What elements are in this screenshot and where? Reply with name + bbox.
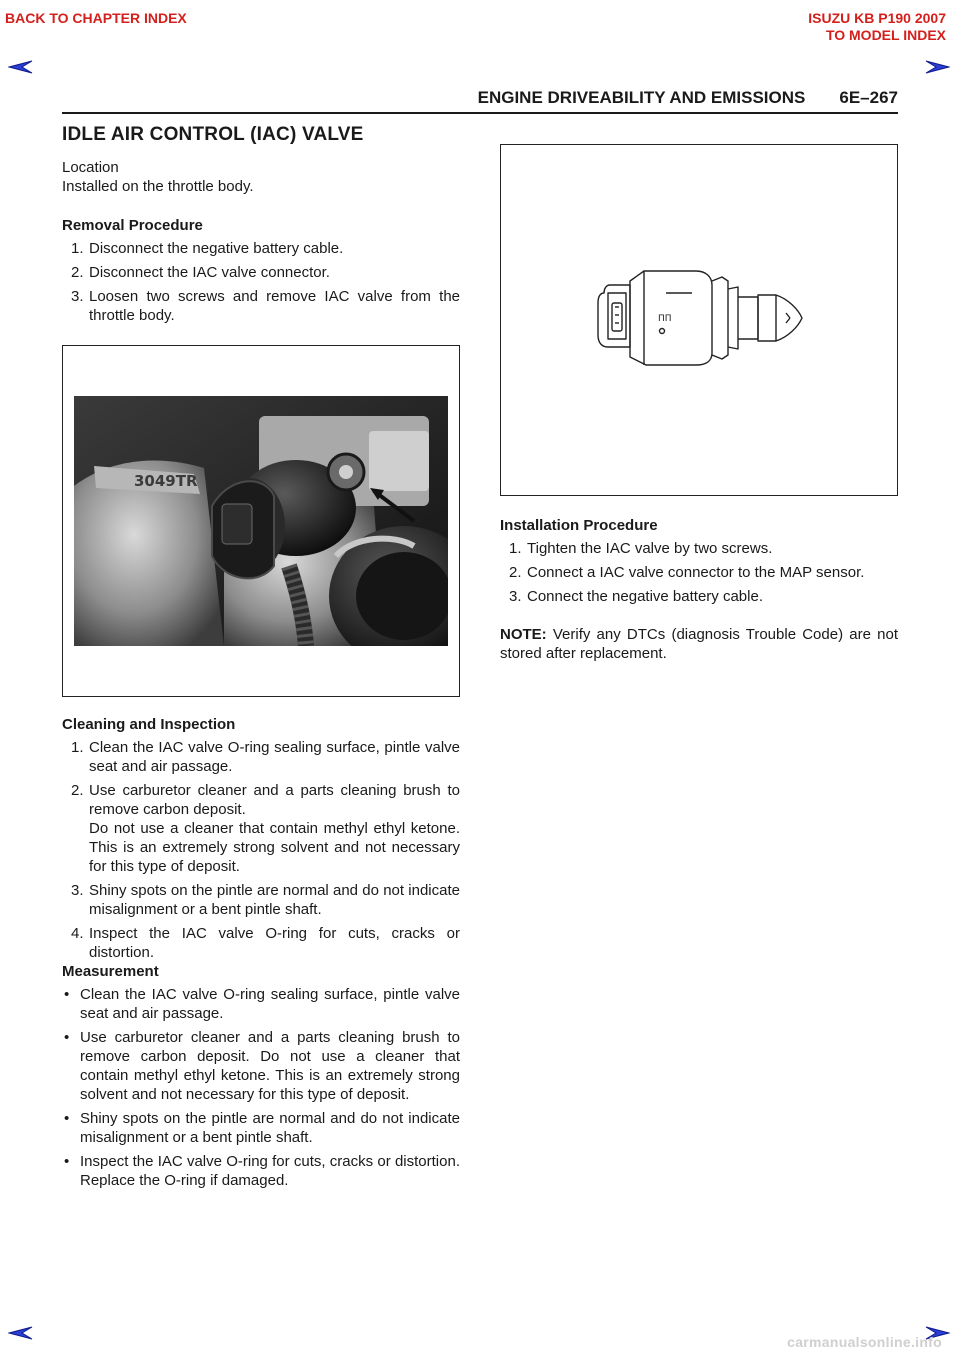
note-text: Verify any DTCs (diagnosis Trouble Code) are not stored after replacement. (500, 626, 898, 662)
right-column (500, 140, 898, 663)
iac-valve-location-photo-figure (62, 345, 460, 697)
installation-steps (500, 539, 898, 606)
cleaning-step: 2. Use carburetor cleaner and a parts cleaning brush to remove carbon deposit. Do not use a cleaner that contain methyl ethyl ketone. This is an extremely strong solvent and not necessary for this type of deposit. (71, 782, 460, 875)
removal-step: 2. Disconnect the IAC valve connector. (71, 264, 330, 281)
prev-page-arrow-icon[interactable] (8, 60, 34, 74)
running-header (62, 88, 898, 114)
removal-step: 1. Disconnect the negative battery cable. (71, 240, 344, 257)
model-title: ISUZU KB P190 2007 (808, 10, 946, 26)
measurement-item: • Clean the IAC valve O-ring sealing surface, pintle valve seat and air passage. (64, 986, 460, 1022)
installation-step: 2. Connect a IAC valve connector to the MAP sensor. (509, 564, 865, 581)
note-paragraph (500, 625, 898, 663)
to-model-index-link[interactable] (808, 10, 946, 44)
measurement-heading: Measurement (62, 963, 159, 980)
removal-heading: Removal Procedure (62, 217, 203, 234)
cleaning-step: 3. Shiny spots on the pintle are normal and do not indicate misalignment or a bent pintle shaft. (71, 882, 460, 918)
svg-text:ПП: ПП (658, 314, 672, 324)
site-watermark: carmanualsonline.info (787, 1334, 942, 1350)
measurement-list (62, 985, 460, 1190)
installation-step: 1. Tighten the IAC valve by two screws. (509, 540, 773, 557)
cleaning-step-caution: Do not use a cleaner that contain methyl ethyl ketone. This is an extremely strong solvent and not necessary for this type of deposit. (89, 820, 460, 875)
chapter-title: ENGINE DRIVEABILITY AND EMISSIONS (477, 88, 806, 107)
removal-steps (62, 239, 460, 325)
iac-valve-drawing-figure (500, 144, 898, 496)
left-column (62, 120, 460, 1195)
removal-step: 3. Loosen two screws and remove IAC valve from the throttle body. (71, 288, 460, 324)
cleaning-step: 4. Inspect the IAC valve O-ring for cuts, cracks or distortion. (71, 925, 460, 961)
measurement-item: • Inspect the IAC valve O-ring for cuts, cracks or distortion. Replace the O-ring if damaged. (64, 1153, 460, 1189)
back-to-chapter-index-link[interactable]: BACK TO CHAPTER INDEX (5, 10, 187, 26)
measurement-item: • Shiny spots on the pintle are normal and do not indicate misalignment or a bent pintle shaft. (64, 1110, 460, 1146)
cleaning-step: 1. Clean the IAC valve O-ring sealing surface, pintle valve seat and air passage. (71, 739, 460, 775)
note-label: NOTE: (500, 626, 547, 643)
prev-page-arrow-bottom-icon[interactable] (8, 1326, 34, 1340)
measurement-item: • Use carburetor cleaner and a parts cleaning brush to remove carbon deposit. Do not use a cleaner that contain methyl ethyl ketone. This is an extremely strong solvent and not necessary for this type of deposit. (64, 1029, 460, 1103)
installation-step: 3. Connect the negative battery cable. (509, 588, 763, 605)
header-title (478, 88, 898, 108)
cleaning-heading: Cleaning and Inspection (62, 716, 236, 733)
iac-valve-line-drawing (596, 263, 806, 373)
installation-heading: Installation Procedure (500, 517, 658, 534)
next-page-arrow-icon[interactable] (924, 60, 950, 74)
cleaning-steps (62, 738, 460, 962)
throttle-body-photo (74, 396, 448, 646)
section-title: IDLE AIR CONTROL (IAC) VALVE (62, 124, 364, 145)
location-label: Location (62, 159, 119, 176)
page-number: 6E–267 (839, 88, 898, 107)
photo-part-code: 3049TR (134, 472, 198, 490)
location-text: Installed on the throttle body. (62, 178, 254, 195)
model-index-label: TO MODEL INDEX (825, 27, 946, 43)
